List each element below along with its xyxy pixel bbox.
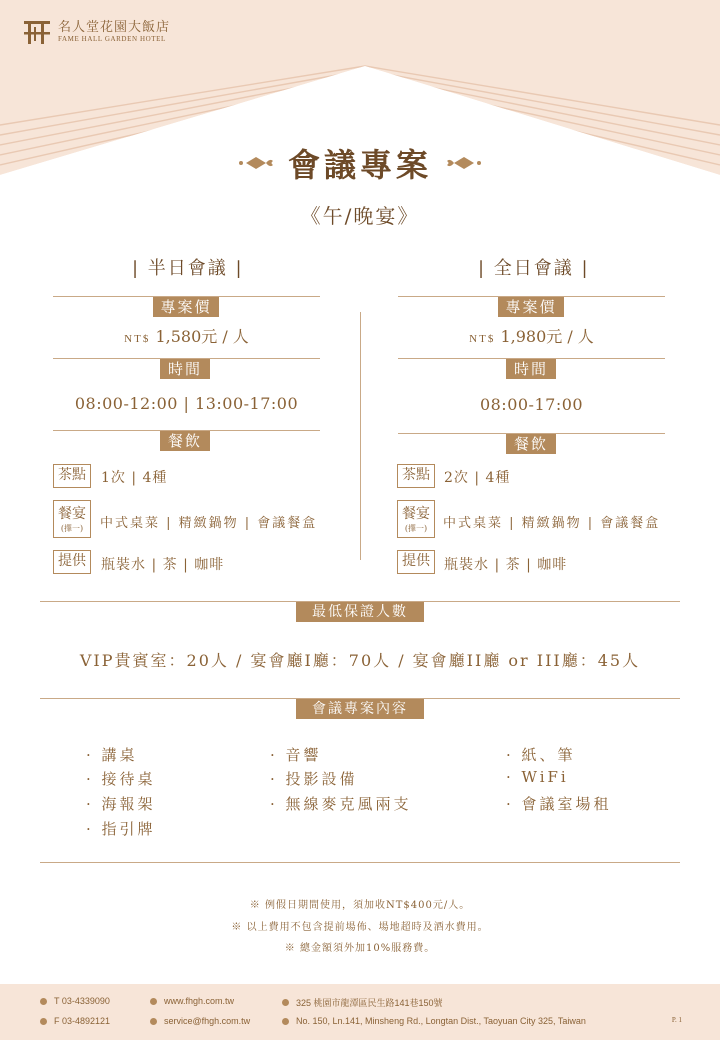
full-price-value: 1,980元 / 人	[500, 327, 594, 346]
half-price-tag: 專案價	[153, 297, 219, 317]
half-banquet-label	[53, 500, 91, 538]
half-provide-label: 提供	[53, 550, 91, 574]
hotel-logo	[22, 18, 170, 46]
full-banquet-label-text: 餐宴	[402, 506, 430, 522]
footer-web-link[interactable]: www.fhgh.com.tw	[164, 996, 235, 1006]
divider	[40, 862, 680, 863]
full-banquet-value: 中式桌菜 | 精緻鍋物 | 會議餐盒	[443, 516, 661, 531]
logo-text-en: FAME HALL GARDEN HOTEL	[58, 35, 166, 43]
contents-item: · 講桌	[86, 746, 138, 764]
full-time-tag: 時間	[506, 359, 556, 379]
half-banquet-sub: (擇一)	[60, 524, 84, 533]
ornament-right-icon	[446, 155, 482, 171]
page-title-group	[238, 140, 482, 186]
full-provide-value: 瓶裝水 | 茶 | 咖啡	[444, 557, 568, 573]
full-day-heading: | 全日會議 |	[478, 258, 590, 279]
half-banquet-value: 中式桌菜 | 精緻鍋物 | 會議餐盒	[100, 516, 318, 531]
full-meal-tag: 餐飲	[506, 434, 556, 454]
contents-item: · 指引牌	[86, 820, 156, 838]
contents-item: · 紙、筆	[506, 746, 576, 764]
logo-text-zh: 名人堂花園大飯店	[58, 20, 171, 35]
page-number: P. 1	[671, 1016, 682, 1024]
half-day-heading: | 半日會議 |	[132, 258, 244, 279]
contents-tag: 會議專案內容	[296, 699, 424, 719]
bullet-icon	[282, 999, 289, 1006]
footer-web[interactable]	[150, 996, 234, 1006]
footer-tel-text: T 03-4339090	[54, 996, 110, 1006]
contents-item: · 音響	[270, 746, 322, 764]
footer	[0, 984, 720, 1040]
footer-address-en-text: No. 150, Ln.141, Minsheng Rd., Longtan Dist., Taoyuan City 325, Taiwan	[296, 1016, 586, 1026]
full-provide-label: 提供	[397, 550, 435, 574]
half-price-value: 1,580元 / 人	[155, 327, 249, 346]
bullet-icon	[40, 998, 47, 1005]
contents-item: · 無線麥克風兩支	[270, 795, 412, 813]
contents-item: · 會議室場租	[506, 795, 612, 813]
full-price-prefix: NT$	[469, 333, 496, 345]
footer-tel	[40, 996, 110, 1006]
full-banquet-sub: (擇一)	[404, 524, 428, 533]
half-time-value: 08:00-12:00 | 13:00-17:00	[74, 394, 299, 413]
bullet-icon	[282, 1018, 289, 1025]
half-price	[53, 324, 320, 347]
full-tea-value: 2次 | 4種	[444, 470, 511, 486]
full-tea-label: 茶點	[397, 464, 435, 488]
footer-address-zh	[282, 996, 443, 1009]
note-exclusions: ※ 以上費用不包含提前場佈、場地超時及酒水費用。	[231, 922, 489, 933]
column-divider	[360, 312, 361, 560]
full-banquet-label	[397, 500, 435, 538]
half-provide-value: 瓶裝水 | 茶 | 咖啡	[101, 557, 225, 573]
page-title: 會議專案	[287, 146, 432, 184]
half-tea-value: 1次 | 4種	[101, 470, 168, 486]
half-banquet-label-text: 餐宴	[58, 506, 86, 522]
footer-email-link[interactable]: service@fhgh.com.tw	[164, 1016, 251, 1026]
full-price	[398, 324, 665, 347]
full-price-tag: 專案價	[498, 297, 564, 317]
note-holiday: ※ 例假日期間使用，須加收NT$400元/人。	[249, 900, 471, 911]
logo-mark-icon	[22, 18, 52, 46]
contents-item: · WiFi	[506, 768, 569, 786]
footer-fax	[40, 1016, 110, 1026]
half-tea-label: 茶點	[53, 464, 91, 488]
footer-address-zh-text: 325 桃園市龍潭區民生路141巷150號	[296, 998, 443, 1008]
contents-item: · 海報架	[86, 795, 156, 813]
half-meal-tag: 餐飲	[160, 431, 210, 451]
footer-address-en	[282, 1016, 586, 1026]
note-service-charge: ※ 總金額須外加10%服務費。	[284, 943, 436, 954]
full-time-value: 08:00-17:00	[479, 395, 584, 414]
bullet-icon	[40, 1018, 47, 1025]
minimum-line: VIP貴賓室：20人 / 宴會廳I廳：70人 / 宴會廳II廳 or III廳：45人	[79, 651, 641, 670]
footer-fax-text: F 03-4892121	[54, 1016, 111, 1026]
minimum-tag: 最低保證人數	[296, 602, 424, 622]
ornament-left-icon	[238, 155, 274, 171]
contents-item: · 接待桌	[86, 770, 156, 788]
page-subtitle: 《午/晚宴》	[300, 204, 420, 228]
bullet-icon	[150, 998, 157, 1005]
half-price-prefix: NT$	[124, 333, 151, 345]
footer-email[interactable]	[150, 1016, 250, 1026]
contents-item: · 投影設備	[270, 770, 358, 788]
bullet-icon	[150, 1018, 157, 1025]
half-time-tag: 時間	[160, 359, 210, 379]
